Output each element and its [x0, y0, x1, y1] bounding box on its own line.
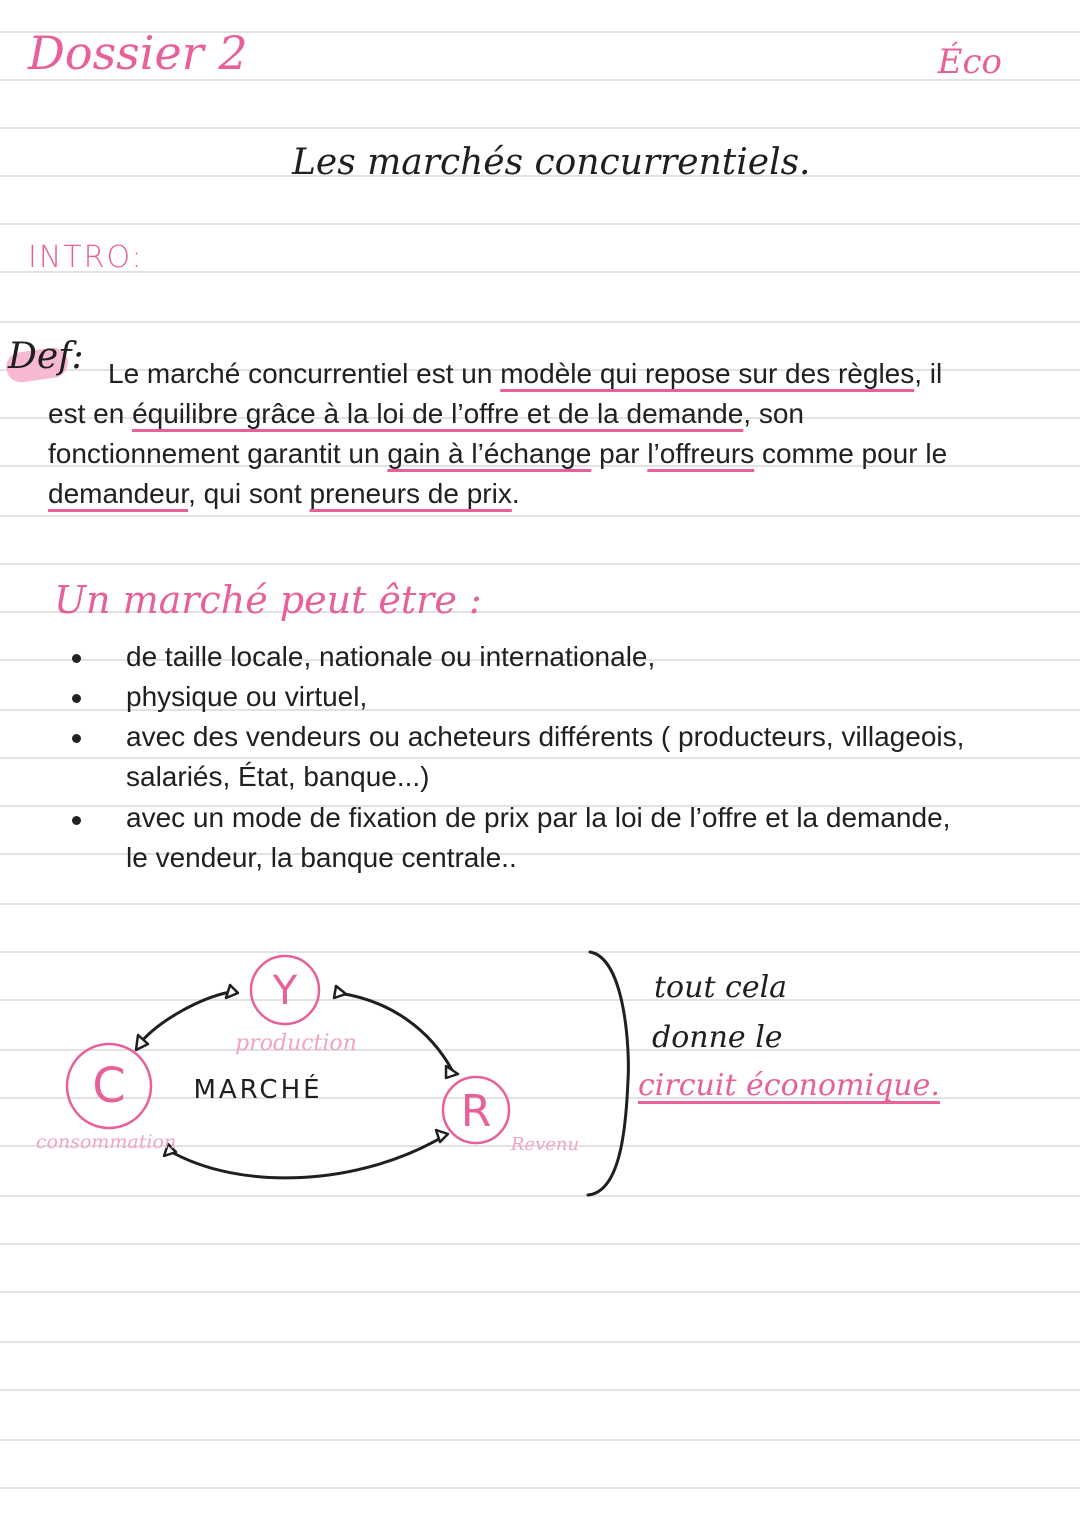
market-label: MARCHÉ	[193, 1075, 323, 1105]
node-r-label: Revenu	[510, 1134, 580, 1155]
node-y-letter: Y	[272, 968, 298, 1014]
node-c-letter: C	[92, 1058, 126, 1114]
list-item-continuation: le vendeur, la banque centrale..	[126, 842, 517, 873]
def-text: est en	[48, 398, 133, 429]
def-underlined: gain à l’échange	[387, 438, 592, 469]
subject-label: Éco	[937, 42, 1002, 82]
def-text: , qui sont	[188, 478, 310, 509]
definition-line-1	[108, 354, 942, 394]
def-text: fonctionnement garantit un	[48, 438, 388, 469]
def-text: par	[591, 438, 648, 469]
list-item: de taille locale, nationale ou internationale,	[126, 641, 656, 672]
def-text: , il	[914, 358, 943, 389]
bullet-icon	[72, 816, 81, 825]
definition-colon: :	[71, 336, 84, 377]
list-item: physique ou virtuel,	[126, 681, 368, 712]
conclusion-line-3: circuit économique.	[638, 1068, 940, 1103]
list-heading: Un marché peut être :	[54, 578, 482, 622]
def-text: , son	[743, 398, 804, 429]
bullet-icon	[72, 654, 81, 663]
def-text: comme pour le	[754, 438, 948, 469]
page-title: Les marchés concurrentiels.	[292, 142, 811, 183]
definition-label	[8, 336, 84, 377]
node-y-label: production	[235, 1031, 357, 1056]
node-c-label: consommation	[35, 1131, 177, 1153]
def-underlined: équilibre grâce à la loi de l’offre et de la demande	[132, 398, 744, 429]
definition-line-3	[48, 434, 947, 474]
definition-label-text: Def	[8, 336, 72, 377]
dossier-heading: Dossier 2	[28, 26, 248, 80]
definition-line-2	[48, 394, 804, 434]
def-underlined: demandeur	[48, 478, 189, 509]
def-underlined: modèle qui repose sur des règles	[500, 358, 915, 389]
def-underlined: preneurs de prix	[309, 478, 512, 509]
conclusion-line-2: donne le	[652, 1020, 783, 1055]
definition-line-4	[48, 474, 520, 514]
arrow-c-to-y	[140, 992, 230, 1043]
bullet-icon	[72, 734, 81, 743]
def-text: .	[511, 478, 520, 509]
intro-label: INTRO:	[28, 240, 144, 275]
def-underlined: l’offreurs	[647, 438, 755, 469]
arrow-c-to-r	[168, 1136, 444, 1178]
bullet-icon	[72, 694, 81, 703]
arrowhead	[334, 986, 346, 998]
arrowhead	[226, 985, 238, 998]
bracket	[588, 952, 628, 1195]
node-r-letter: R	[460, 1086, 492, 1137]
list-item: avec un mode de fixation de prix par la loi de l’offre et la demande,	[126, 802, 951, 833]
list-item-continuation: salariés, État, banque...)	[126, 761, 430, 792]
def-text: Le marché concurrentiel est un	[108, 358, 501, 389]
conclusion-line-1: tout cela	[654, 970, 788, 1005]
list-item: avec des vendeurs ou acheteurs différents ( producteurs, villageois,	[126, 721, 965, 752]
